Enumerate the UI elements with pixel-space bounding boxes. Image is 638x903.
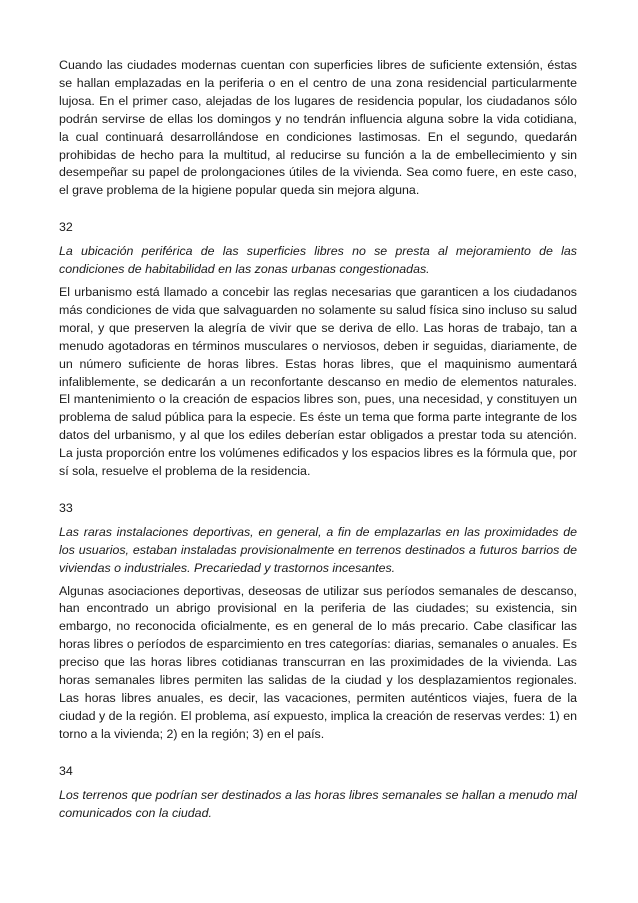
- section-number: 32: [59, 220, 73, 235]
- section-34: [59, 763, 577, 823]
- section-heading: Las raras instalaciones deportivas, en general, a fin de emplazarlas en las proximidades de los usuarios, estaban instaladas provisionalmente en terrenos destinados a futuros barrios de viviendas o industriales. Precariedad y trastornos incesantes.: [59, 524, 577, 575]
- section-number: 33: [59, 500, 73, 515]
- section-body: Algunas asociaciones deportivas, deseosas de utilizar sus períodos semanales de descanso, han encontrado un abrigo provisional en la periferia de las ciudades; su existencia, sin embargo, no reconocida oficialmente, es en general de lo más precario. Cabe clasificar las horas libres o períodos de esparcimiento en tres categorías: diarias, semanales o anuales. Es preciso que las horas libres cotidianas transcurran en las proximidades de la vivienda. Las horas semanales libres permiten las salidas de la ciudad y los desplazamientos regionales. Las horas libres anuales, es decir, las vacaciones, permiten auténticos viajes, fuera de la ciudad y de la región. El problema, así expuesto, implica la creación de reservas verdes: 1) en torno a la vivienda; 2) en la región; 3) en el país.: [59, 583, 577, 741]
- section-heading: La ubicación periférica de las superficies libres no se presta al mejoramiento de las condiciones de habitabilidad en las zonas urbanas congestionadas.: [59, 244, 577, 277]
- document-page: [59, 57, 577, 827]
- section-32: [59, 219, 577, 481]
- section-heading: Los terrenos que podrían ser destinados a las horas libres semanales se hallan a menudo mal comunicados con la ciudad.: [59, 787, 577, 820]
- section-body: El urbanismo está llamado a concebir las reglas necesarias que garanticen a los ciudadanos más condiciones de vida que salvaguarden no solamente su salud física sino incluso su salud moral, y que preserven la alegría de vivir que se deriva de ello. Las horas de trabajo, tan a menudo agotadoras en términos musculares o nerviosos, deben ir seguidas, diariamente, de un número suficiente de horas libres. Estas horas libres, que el maquinismo aumentará infaliblemente, se dedicarán a un reconfortante descanso en medio de elementos naturales. El mantenimiento o la creación de espacios libres son, pues, una necesidad, y constituyen un problema de salud pública para la especie. Es éste un tema que forma parte integrante de los datos del urbanismo, y al que los ediles deberían estar obligados a prestar toda su atención. La justa proporción entre los volúmenes edificados y los espacios libres es la fórmula que, por sí sola, resuelve el problema de la residencia.: [59, 284, 577, 479]
- section-number: 34: [59, 763, 73, 778]
- section-33: [59, 500, 577, 744]
- intro-paragraph: Cuando las ciudades modernas cuentan con superficies libres de suficiente extensión, éstas se hallan emplazadas en la periferia o en el centro de una zona residencial particularmente lujosa. En el primer caso, alejadas de los lugares de residencia popular, los ciudadanos sólo podrán servirse de ellas los domingos y no tendrán influencia alguna sobre la vida cotidiana, la cual continuará desarrollándose en condiciones lastimosas. En el segundo, quedarán prohibidas de hecho para la multitud, al reducirse su función a la de embellecimiento y sin desempeñar su papel de prolongaciones útiles de la vivienda. Sea como fuere, en este caso, el grave problema de la higiene popular queda sin mejora alguna.: [59, 58, 577, 198]
